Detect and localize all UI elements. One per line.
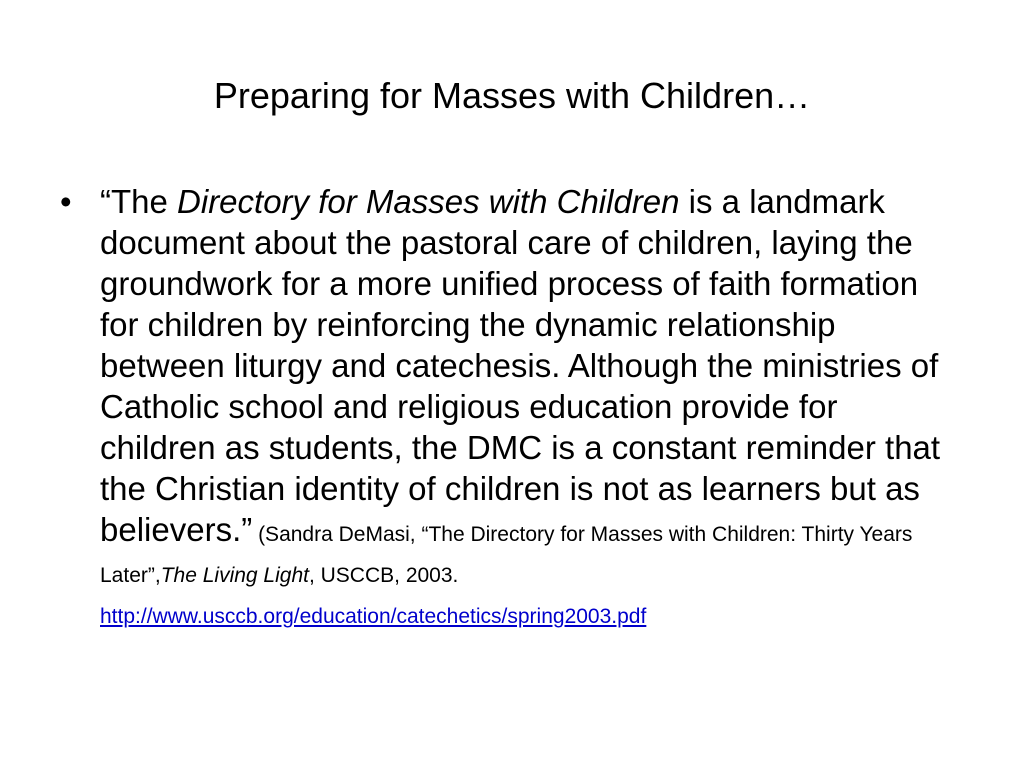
- bullet-list: [60, 181, 960, 632]
- citation-suffix: , USCCB, 2003.: [308, 564, 459, 587]
- bullet-item: [60, 181, 960, 632]
- citation-prefix: (Sandra DeMasi, “The Directory for Masses with Children: Thirty Years Later”,: [100, 523, 913, 587]
- document-title: Directory for Masses with Children: [177, 183, 680, 220]
- quote-open: “The: [100, 183, 178, 220]
- slide-title: Preparing for Masses with Children…: [213, 75, 811, 116]
- source-link[interactable]: http://www.usccb.org/education/catechetics/spring2003.pdf: [100, 605, 647, 628]
- citation-journal: The Living Light: [160, 564, 309, 587]
- quote-body: is a landmark document about the pastoral care of children, laying the groundwork for a more unified process of faith formation for children by reinforcing the dynamic relationship between liturgy and catechesis. Although the ministries of Catholic school and religious education provide for children as students, the DMC is a constant reminder that the Christian identity of children is not as learners but as believers.”: [100, 183, 941, 548]
- bullet-marker: •: [60, 183, 72, 220]
